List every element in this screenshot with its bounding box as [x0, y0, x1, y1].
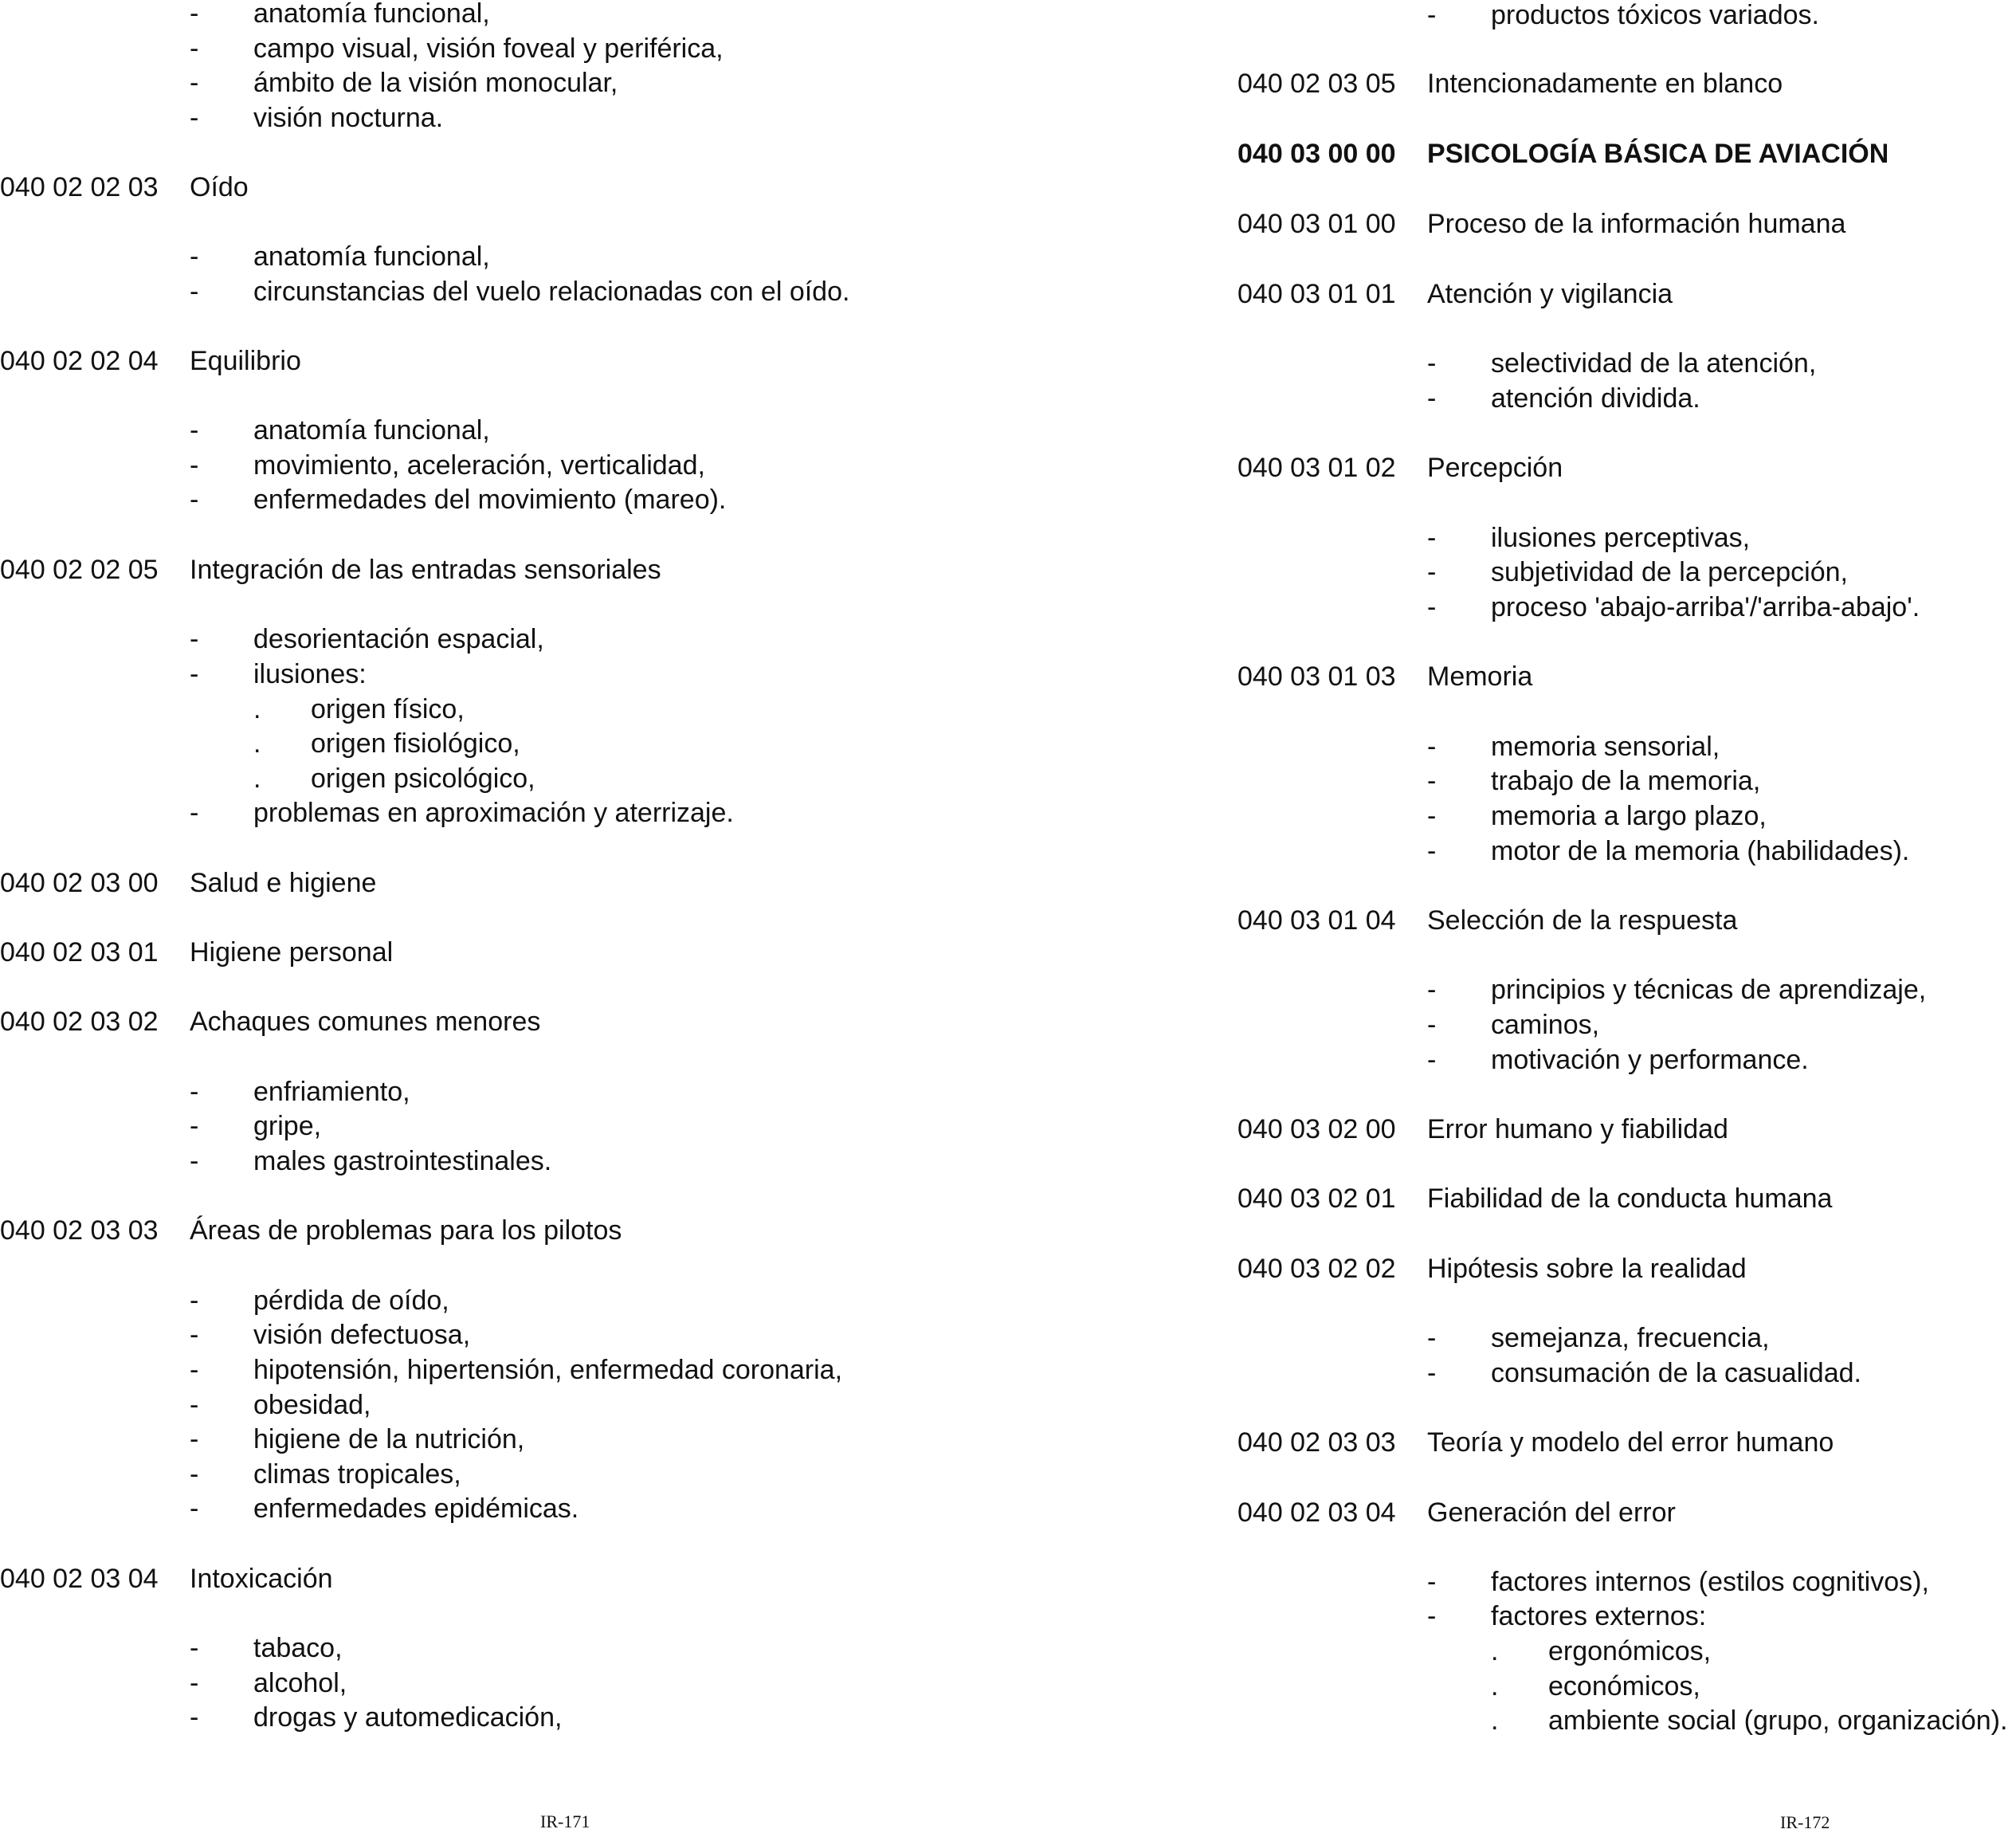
page-number: IR-171 — [540, 1811, 590, 1831]
page-number: IR-172 — [1780, 1812, 1830, 1832]
